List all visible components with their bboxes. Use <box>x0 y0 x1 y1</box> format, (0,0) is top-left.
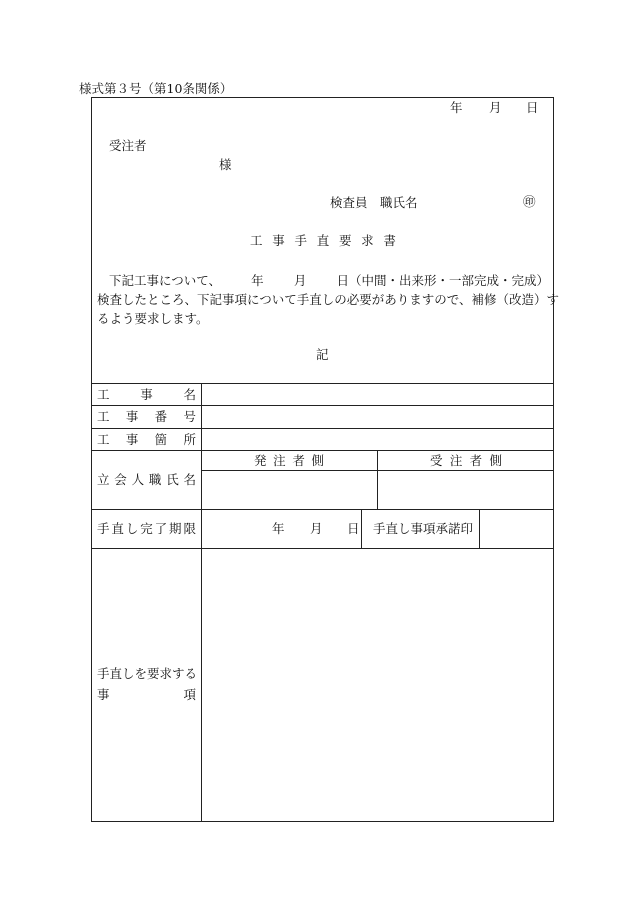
document-title-char: 工 <box>250 233 263 248</box>
witness-name-label-char: 名 <box>183 472 196 487</box>
project-name-label-char: 名 <box>183 387 196 402</box>
completion-deadline-label-char: 限 <box>183 521 196 536</box>
witness-name-label <box>97 473 196 487</box>
completion-deadline-label-char: 手 <box>97 521 110 536</box>
required-items-label-line1: 手直しを要求する <box>97 666 198 681</box>
project-location-label-char: 所 <box>183 432 196 447</box>
document-title-char: 手 <box>294 233 307 248</box>
request-line1-lead: 下記工事について、 <box>109 273 222 288</box>
recipient-label: 受注者 <box>109 138 147 153</box>
project-location-label-char: 工 <box>97 432 110 447</box>
approval-seal-label: 手直し事項承諾印 <box>373 521 474 536</box>
request-line-1 <box>97 271 549 290</box>
contractor-side-header-char: 側 <box>489 453 502 468</box>
document-title-char: 書 <box>383 233 396 248</box>
deadline-month-label: 月 <box>310 521 323 536</box>
witness-name-label-char: 立 <box>97 472 110 487</box>
orderer-side-header-char: 発 <box>254 453 267 468</box>
request-statement <box>97 271 560 328</box>
orderer-side-header-char: 者 <box>292 453 305 468</box>
orderer-side-header <box>254 454 324 468</box>
document-title-char: 事 <box>272 233 285 248</box>
project-number-label-char: 工 <box>97 409 110 424</box>
contractor-side-header-char: 注 <box>449 453 463 468</box>
honorific-label: 様 <box>219 157 232 172</box>
project-location-label <box>97 433 196 447</box>
inspection-request-form <box>91 97 560 822</box>
date-year-label: 年 <box>450 100 463 115</box>
required-items-label-line2-char: 項 <box>183 687 196 702</box>
witness-name-label-char: 氏 <box>166 472 179 487</box>
document-title-char: 要 <box>338 233 352 248</box>
witness-name-label-char: 人 <box>131 472 145 487</box>
document-title-char: 求 <box>361 233 374 248</box>
required-items-label-line2 <box>97 688 196 702</box>
request-line1-month: 月 <box>293 273 307 288</box>
request-line-2: 検査したところ、下記事項について手直しの必要がありますので、補修（改造）す <box>97 292 560 307</box>
orderer-side-header-char: 側 <box>311 453 324 468</box>
completion-deadline-label-char: し <box>125 521 139 536</box>
project-name-label <box>97 388 196 402</box>
project-number-label-char: 番 <box>154 409 168 424</box>
completion-deadline-label <box>97 522 196 536</box>
contractor-side-header <box>430 454 502 468</box>
witness-name-label-char: 会 <box>114 472 127 487</box>
required-items-label-line2-char: 事 <box>97 687 110 702</box>
contractor-side-header-char: 受 <box>430 453 443 468</box>
deadline-day-label: 日 <box>347 521 360 536</box>
completion-deadline-label-char: 直 <box>111 521 124 536</box>
document-title-char: 直 <box>316 233 330 248</box>
seal-mark: ㊞ <box>523 194 536 209</box>
project-name-label-char: 工 <box>97 387 110 402</box>
deadline-year-label: 年 <box>272 521 285 536</box>
witness-name-label-char: 職 <box>148 472 162 487</box>
document-title <box>250 234 396 248</box>
project-name-label-char: 事 <box>140 387 153 402</box>
contractor-side-header-char: 者 <box>469 453 483 468</box>
date-day-label: 日 <box>526 100 539 115</box>
project-location-label-char: 事 <box>125 432 139 447</box>
completion-deadline-label-char: 完 <box>140 521 153 536</box>
project-number-label <box>97 410 196 424</box>
completion-deadline-label-char: 期 <box>169 521 182 536</box>
ki-label: 記 <box>316 347 329 362</box>
date-month-label: 月 <box>489 100 502 115</box>
project-number-label-char: 号 <box>183 409 196 424</box>
request-line1-year: 年 <box>251 273 264 288</box>
orderer-side-header-char: 注 <box>273 453 286 468</box>
form-caption: 様式第３号（第10条関係） <box>79 81 233 96</box>
project-location-label-char: 箇 <box>154 432 168 447</box>
project-number-label-char: 事 <box>125 409 139 424</box>
request-line1-day: 日（中間・出来形・一部完成・完成） <box>336 273 549 288</box>
completion-deadline-label-char: 了 <box>154 521 168 536</box>
request-line-3: るよう要求します。 <box>97 311 209 326</box>
inspector-name-label: 検査員 職氏名 <box>330 195 418 210</box>
